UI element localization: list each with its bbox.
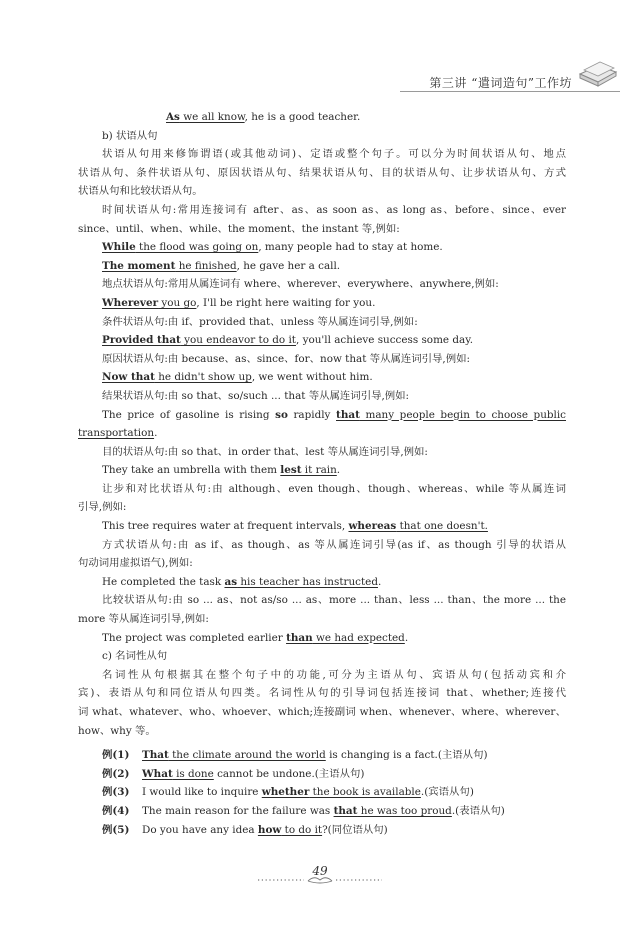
text-segment: so <box>275 408 288 421</box>
text-segment: I would like to inquire <box>142 786 262 799</box>
header-rule <box>400 91 620 92</box>
text-segment: 引导,例如: <box>78 501 127 514</box>
text-line <box>78 554 566 573</box>
example-label: 例(1) <box>102 749 130 762</box>
text-segment: how、why 等。 <box>78 724 156 737</box>
text-segment: 条件状语从句:由 if、provided that、unless 等从属连词引导,例如: <box>102 315 418 328</box>
text-segment: He completed the task <box>102 575 225 588</box>
text-segment: transportation <box>78 427 155 440</box>
text-segment: , many people had to stay at home. <box>258 241 443 254</box>
text-segment: The main reason for the failure was <box>142 804 334 817</box>
text-line <box>78 443 566 462</box>
text-lines <box>78 108 566 740</box>
text-segment: , we went without him. <box>251 371 373 384</box>
text-segment: we all know <box>179 111 245 123</box>
text-segment: you go <box>158 296 197 309</box>
text-line <box>78 703 566 722</box>
text-segment: how <box>257 823 282 836</box>
text-segment: .(宾语从句) <box>420 786 474 799</box>
text-line <box>78 127 566 146</box>
text-segment: it rain <box>301 464 337 477</box>
text-segment: As <box>166 111 180 123</box>
text-line <box>78 424 566 443</box>
text-segment: 状语从句、条件状语从句、原因状语从句、结果状语从句、目的状语从句、让步状语从句、方式 <box>78 166 566 179</box>
text-segment: This tree requires water at frequent intervals, <box>102 520 349 533</box>
page-header <box>400 64 620 94</box>
page-body <box>78 108 566 839</box>
text-segment: 词 what、whatever、who、whoever、which;连接副词 when、whenever、where、wherever、 <box>78 706 566 718</box>
text-segment: 目的状语从句:由 so that、in order that、lest 等从属连词引导,例如: <box>102 445 428 458</box>
text-line <box>78 480 566 499</box>
example-list <box>78 746 566 839</box>
text-line <box>78 573 566 592</box>
text-segment: 地点状语从句:常用从属连词有 where、wherever、everywhere、anywhere,例如: <box>102 278 499 291</box>
text-segment: the climate around the world <box>168 749 326 762</box>
text-segment: rapidly <box>287 408 337 421</box>
text-segment: his teacher has instructed <box>237 575 378 588</box>
text-segment: . <box>404 631 409 644</box>
example-label: 例(5) <box>102 823 130 836</box>
text-segment: . <box>336 464 341 477</box>
text-line <box>78 387 566 406</box>
text-segment: 状语从句和比较状语从句。 <box>78 185 203 198</box>
text-segment: The price of gasoline is rising <box>102 408 276 421</box>
text-line <box>78 684 566 703</box>
text-segment: we had expected <box>312 631 405 644</box>
text-segment: many people begin to choose public <box>359 408 566 421</box>
text-line <box>78 666 566 685</box>
text-segment: is done <box>172 767 214 780</box>
text-segment: whether <box>261 786 310 799</box>
text-segment: 名词性从句根据其在整个句子中的功能,可分为主语从句、宾语从句(包括动宾和介 <box>102 668 566 681</box>
text-line <box>78 368 566 387</box>
text-line <box>78 182 566 201</box>
text-line <box>78 629 566 648</box>
text-segment: b) 状语从句 <box>102 129 158 142</box>
example-item <box>78 765 566 784</box>
text-segment: c) 名词性从句 <box>102 650 168 663</box>
text-segment: 句动词用虚拟语气),例如: <box>78 557 193 570</box>
text-segment: 宾)、表语从句和同位语从句四类。名词性从句的引导词包括连接词 that、whether;连接代 <box>78 687 566 700</box>
footer-ornament-icon <box>256 875 384 885</box>
text-segment: that one doesn't. <box>396 520 488 533</box>
example-item <box>78 746 566 765</box>
text-segment: , I'll be right here waiting for you. <box>196 296 376 309</box>
example-label: 例(4) <box>102 804 130 817</box>
text-line <box>78 145 566 164</box>
text-segment: . <box>377 575 382 588</box>
text-segment: They take an umbrella with them <box>102 464 281 477</box>
text-segment: Do you have any idea <box>142 823 258 836</box>
text-line <box>78 331 566 350</box>
text-line <box>78 294 566 313</box>
text-segment: that <box>336 408 360 421</box>
example-label: 例(2) <box>102 767 130 780</box>
text-line <box>78 238 566 257</box>
text-segment: that <box>333 804 358 817</box>
text-line <box>78 201 566 220</box>
chapter-title: 第三讲 “遣词造句”工作坊 <box>429 76 572 90</box>
text-segment: Wherever <box>102 296 159 309</box>
text-line <box>78 722 566 741</box>
text-segment: What <box>142 767 173 780</box>
text-line <box>78 406 566 425</box>
text-line <box>78 275 566 294</box>
text-segment: you endeavor to do it <box>180 334 296 347</box>
example-item <box>78 783 566 802</box>
text-segment: ?(同位语从句) <box>322 823 388 836</box>
text-segment: lest <box>280 464 302 477</box>
text-line <box>78 647 566 666</box>
text-line <box>78 108 566 127</box>
text-segment: since、until、when、while、the moment、the instant 等,例如: <box>78 222 400 235</box>
text-line <box>78 350 566 369</box>
example-item <box>78 821 566 840</box>
text-line <box>78 498 566 517</box>
text-line <box>78 257 566 276</box>
text-segment: The moment <box>102 259 176 272</box>
text-segment: 时间状语从句:常用连接词有 after、as、as soon as、as long as、before、since、ever <box>102 203 566 216</box>
text-line <box>78 536 566 555</box>
text-segment: 方式状语从句:由 as if、as though、as 等从属连词引导(as if、as though 引导的状语从 <box>102 538 566 551</box>
text-line <box>78 220 566 239</box>
page-footer <box>256 860 384 886</box>
text-segment: than <box>286 631 313 644</box>
text-segment: 原因状语从句:由 because、as、since、for、now that 等从属连词引导,例如: <box>102 352 471 365</box>
text-segment: more 等从属连词引导,例如: <box>78 613 209 626</box>
text-segment: 状语从句用来修饰谓语(或其他动词)、定语或整个句子。可以分为时间状语从句、地点 <box>102 148 566 161</box>
text-segment: , he gave her a call. <box>236 259 341 272</box>
text-segment: whereas <box>348 520 397 533</box>
text-segment: the book is available <box>309 786 421 799</box>
text-segment: 比较状语从句:由 so ... as、not as/so ... as、more ... than、less ... than、the more ... the <box>102 594 566 607</box>
text-segment: as <box>224 575 238 588</box>
page-number: 49 <box>312 864 328 878</box>
text-segment: .(表语从句) <box>451 804 505 817</box>
text-segment: the flood was going on <box>135 241 259 254</box>
text-segment: The project was completed earlier <box>102 631 287 644</box>
text-segment: . <box>154 427 158 440</box>
text-line <box>78 610 566 629</box>
text-segment: he finished <box>175 259 237 272</box>
book-icon <box>574 56 620 90</box>
example-item <box>78 802 566 821</box>
text-line <box>78 591 566 610</box>
text-segment: , you'll achieve success some day. <box>295 334 474 347</box>
text-line <box>78 313 566 332</box>
text-segment: cannot be undone.(主语从句) <box>213 767 365 780</box>
text-segment: That <box>142 749 169 762</box>
text-line <box>78 164 566 183</box>
text-segment: to do it <box>281 823 323 836</box>
text-segment: 让步和对比状语从句:由 although、even though、though、whereas、while 等从属连词 <box>102 482 566 495</box>
text-line <box>78 461 566 480</box>
example-label: 例(3) <box>102 786 130 799</box>
text-segment: he was too proud <box>357 804 452 817</box>
text-segment: , he is a good teacher. <box>244 111 361 123</box>
text-segment: Provided that <box>102 334 181 347</box>
text-segment: 结果状语从句:由 so that、so/such ... that 等从属连词引导,例如: <box>102 389 410 402</box>
text-line <box>78 517 566 536</box>
text-segment: While <box>102 241 136 254</box>
text-segment: is changing is a fact.(主语从句) <box>325 749 488 762</box>
text-segment: Now that <box>102 371 155 384</box>
text-segment: he didn't show up <box>154 371 252 384</box>
